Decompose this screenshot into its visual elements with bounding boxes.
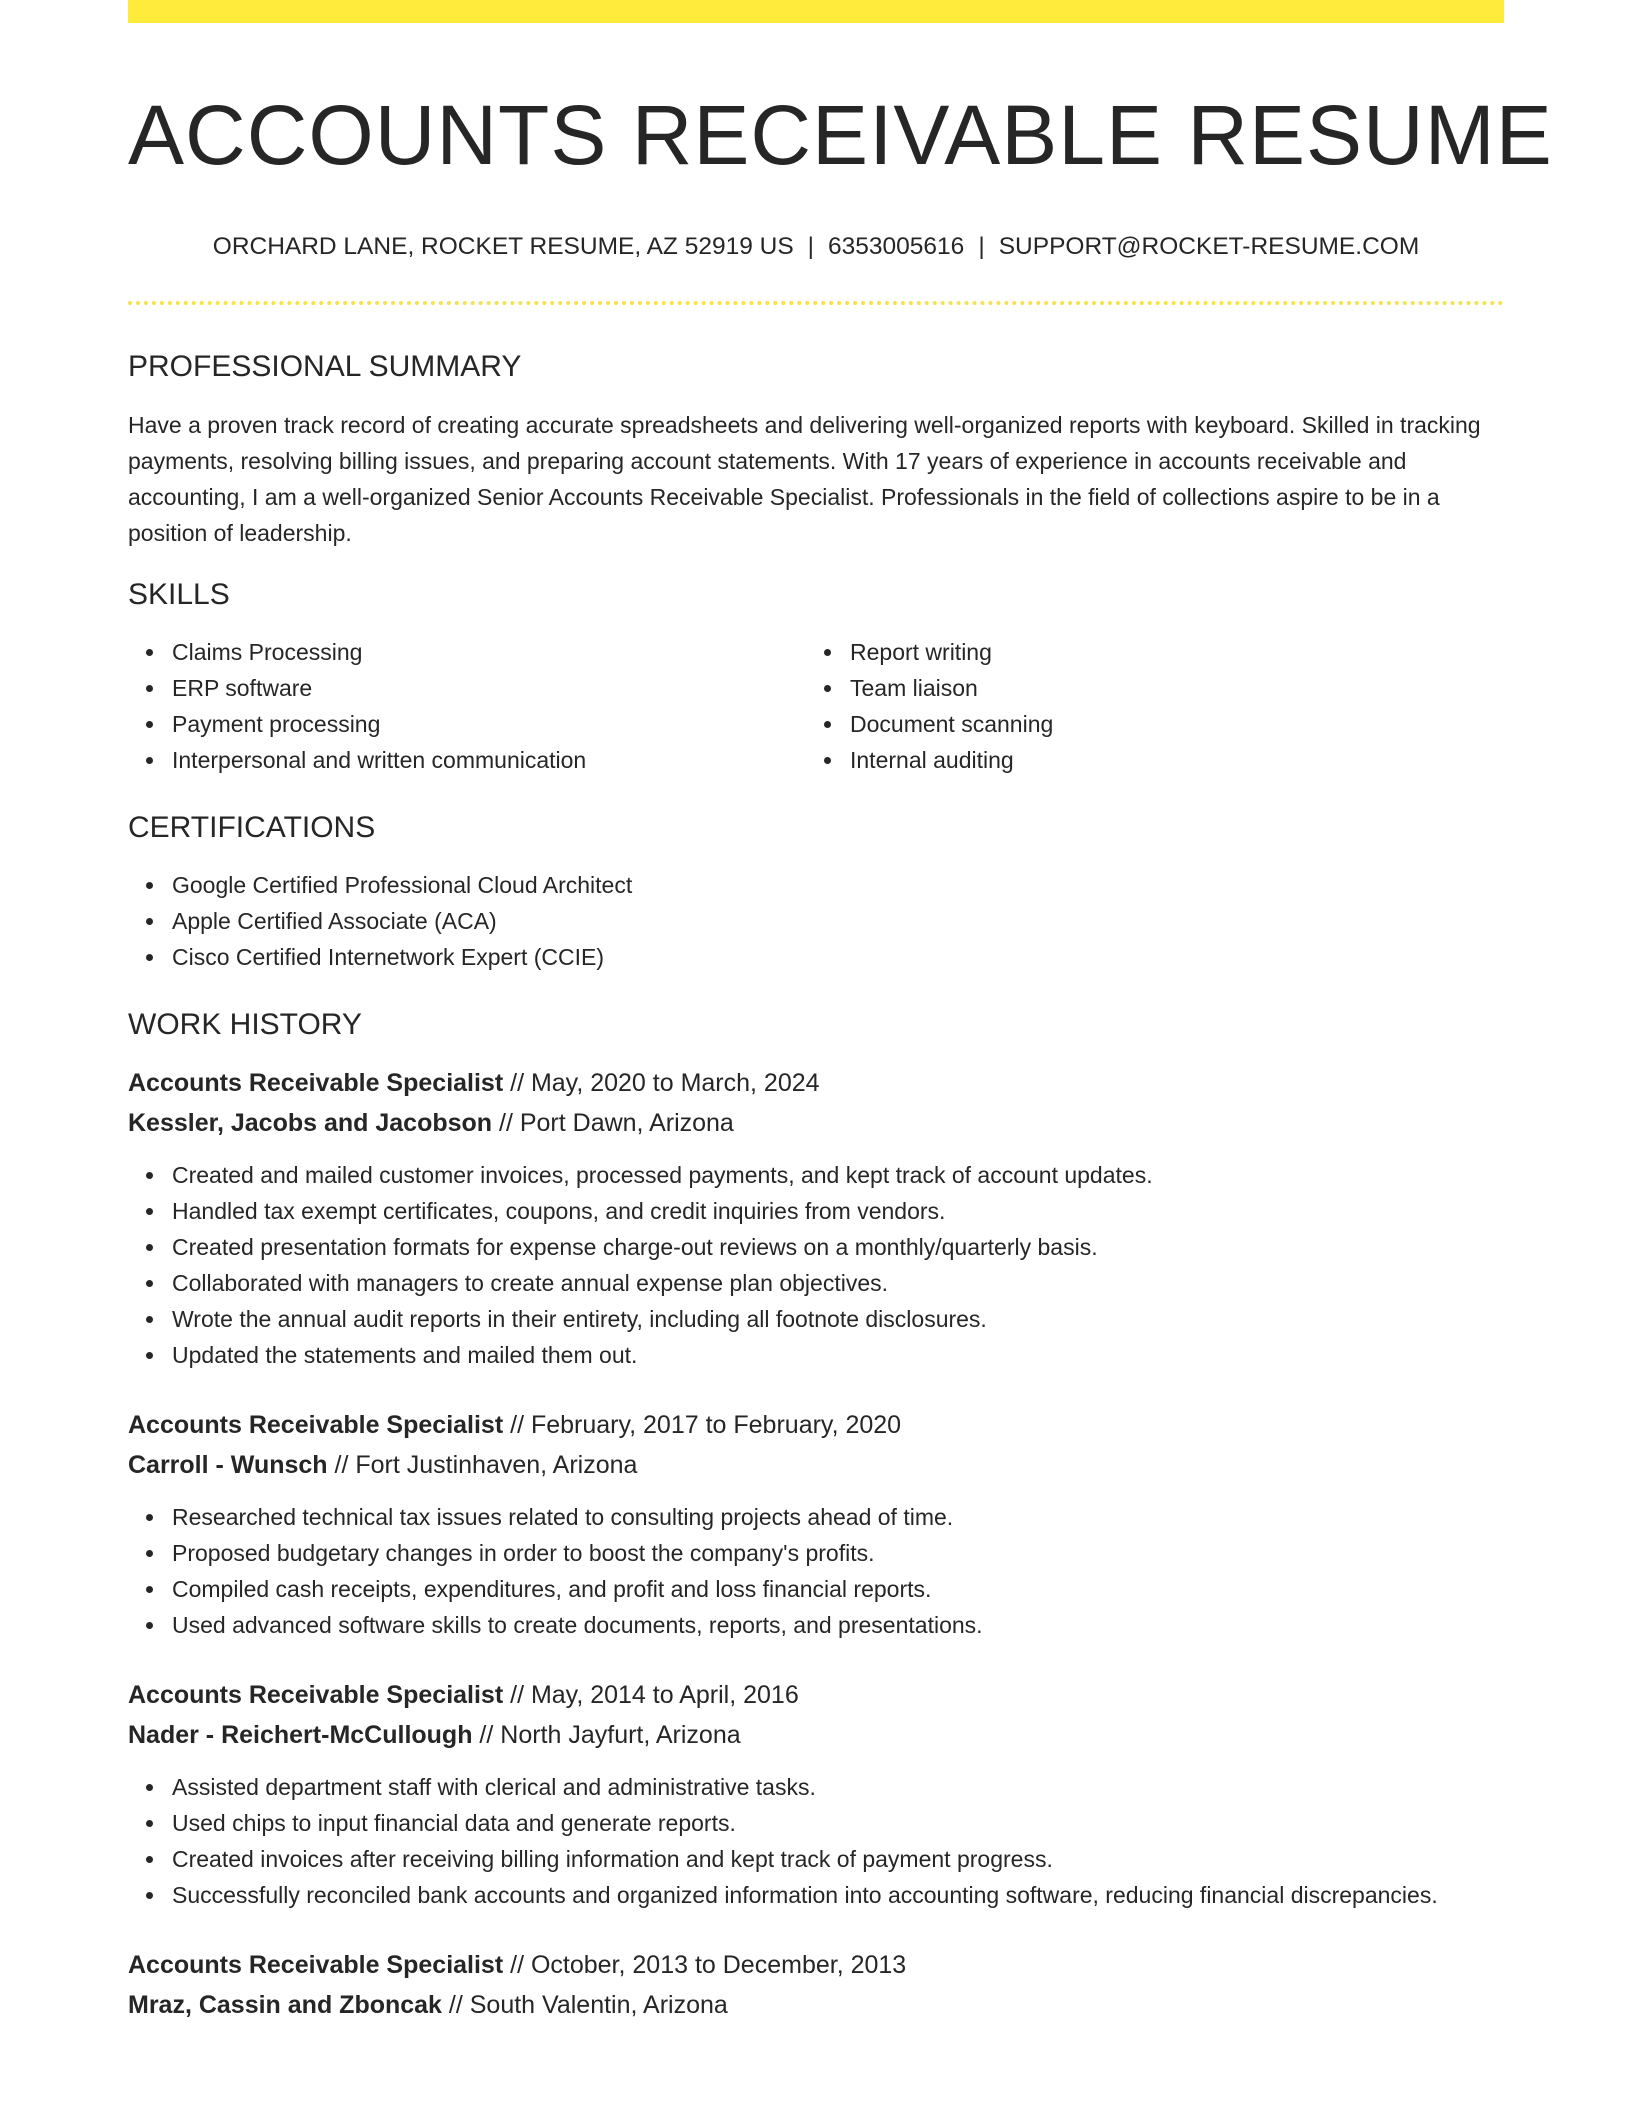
job-company-line xyxy=(128,1985,1504,2025)
skill-item: Payment processing xyxy=(172,706,806,742)
job-entry xyxy=(128,1675,1504,1913)
job-dates: // May, 2014 to April, 2016 xyxy=(503,1681,799,1710)
job-title-line xyxy=(128,1945,1504,1985)
job-role: Accounts Receivable Specialist xyxy=(128,1951,504,1980)
job-entry xyxy=(128,1063,1504,1373)
job-dates: // May, 2020 to March, 2024 xyxy=(503,1069,820,1098)
resume-title: ACCOUNTS RECEIVABLE RESUME xyxy=(128,88,1553,182)
skills-column-right xyxy=(806,634,1484,778)
certification-item: Apple Certified Associate (ACA) xyxy=(172,903,1504,939)
job-company-line xyxy=(128,1103,1504,1143)
job-company: Mraz, Cassin and Zboncak xyxy=(128,1991,442,2020)
skill-item: Report writing xyxy=(850,634,1484,670)
certifications-heading: CERTIFICATIONS xyxy=(128,811,376,845)
job-company: Carroll - Wunsch xyxy=(128,1451,328,1480)
top-accent-bar xyxy=(128,0,1504,23)
contact-separator: | xyxy=(978,232,985,260)
job-bullets xyxy=(128,1499,1504,1643)
header-divider xyxy=(128,301,1504,305)
address: ORCHARD LANE, ROCKET RESUME, AZ 52919 US xyxy=(212,232,794,260)
job-title-line xyxy=(128,1063,1504,1103)
certifications-list xyxy=(128,867,1504,975)
skills-column-left xyxy=(128,634,806,778)
contact-separator: | xyxy=(807,232,815,260)
job-location: // South Valentin, Arizona xyxy=(441,1991,728,2020)
job-role: Accounts Receivable Specialist xyxy=(128,1411,504,1440)
job-bullet: Collaborated with managers to create annual expense plan objectives. xyxy=(172,1265,1504,1301)
job-bullet: Compiled cash receipts, expenditures, and profit and loss financial reports. xyxy=(172,1571,1504,1607)
job-company-line xyxy=(128,1715,1504,1755)
job-bullet: Used advanced software skills to create documents, reports, and presentations. xyxy=(172,1607,1504,1643)
job-company-line xyxy=(128,1445,1504,1485)
job-title-line xyxy=(128,1405,1504,1445)
certification-item: Google Certified Professional Cloud Architect xyxy=(172,867,1504,903)
job-company: Nader - Reichert-McCullough xyxy=(128,1721,473,1750)
summary-text: Have a proven track record of creating accurate spreadsheets and delivering well-organized reports with keyboard. Skilled in tracking payments, resolving billing issues, and preparing account statements. With 17 years of experience in accounts receivable and accounting, I am a well-organized Senior Accounts Receivable Specialist. Professionals in the field of collections aspire to be in a position of leadership. xyxy=(128,412,1481,547)
job-entry xyxy=(128,1405,1504,1643)
job-bullet: Successfully reconciled bank accounts and organized information into accounting software, reducing financial discrepancies. xyxy=(172,1877,1504,1913)
job-entry xyxy=(128,1945,1504,2025)
job-company: Kessler, Jacobs and Jacobson xyxy=(128,1109,493,1138)
job-role: Accounts Receivable Specialist xyxy=(128,1069,504,1098)
skills-heading: SKILLS xyxy=(128,578,230,612)
job-dates: // February, 2017 to February, 2020 xyxy=(503,1411,902,1440)
job-location: // North Jayfurt, Arizona xyxy=(472,1721,741,1750)
job-bullet: Proposed budgetary changes in order to boost the company's profits. xyxy=(172,1535,1504,1571)
skill-item: Internal auditing xyxy=(850,742,1484,778)
job-bullet: Created presentation formats for expense charge-out reviews on a monthly/quarterly basis. xyxy=(172,1229,1504,1265)
job-bullet: Updated the statements and mailed them out. xyxy=(172,1337,1504,1373)
skill-item: Team liaison xyxy=(850,670,1484,706)
job-title-line xyxy=(128,1675,1504,1715)
skill-item: Interpersonal and written communication xyxy=(172,742,806,778)
certification-item: Cisco Certified Internetwork Expert (CCIE) xyxy=(172,939,1504,975)
skill-item: ERP software xyxy=(172,670,806,706)
skill-item: Claims Processing xyxy=(172,634,806,670)
skill-item: Document scanning xyxy=(850,706,1484,742)
job-bullet: Created and mailed customer invoices, processed payments, and kept track of account updates. xyxy=(172,1157,1504,1193)
job-bullets xyxy=(128,1769,1504,1913)
job-role: Accounts Receivable Specialist xyxy=(128,1681,504,1710)
job-dates: // October, 2013 to December, 2013 xyxy=(503,1951,907,1980)
work-history-heading: WORK HISTORY xyxy=(128,1008,362,1042)
job-bullet: Researched technical tax issues related to consulting projects ahead of time. xyxy=(172,1499,1504,1535)
phone: 6353005616 xyxy=(828,232,965,260)
job-bullet: Created invoices after receiving billing information and kept track of payment progress. xyxy=(172,1841,1504,1877)
job-bullet: Wrote the annual audit reports in their entirety, including all footnote disclosures. xyxy=(172,1301,1504,1337)
resume-page xyxy=(128,0,1553,2025)
contact-line xyxy=(128,232,1504,261)
summary-heading: PROFESSIONAL SUMMARY xyxy=(128,350,522,384)
job-bullets xyxy=(128,1157,1504,1373)
job-bullet: Used chips to input financial data and generate reports. xyxy=(172,1805,1504,1841)
job-location: // Port Dawn, Arizona xyxy=(492,1109,734,1138)
skills-list xyxy=(128,634,1504,778)
email: SUPPORT@ROCKET-RESUME.COM xyxy=(998,232,1420,260)
job-bullet: Handled tax exempt certificates, coupons, and credit inquiries from vendors. xyxy=(172,1193,1504,1229)
job-location: // Fort Justinhaven, Arizona xyxy=(327,1451,638,1480)
job-bullet: Assisted department staff with clerical and administrative tasks. xyxy=(172,1769,1504,1805)
